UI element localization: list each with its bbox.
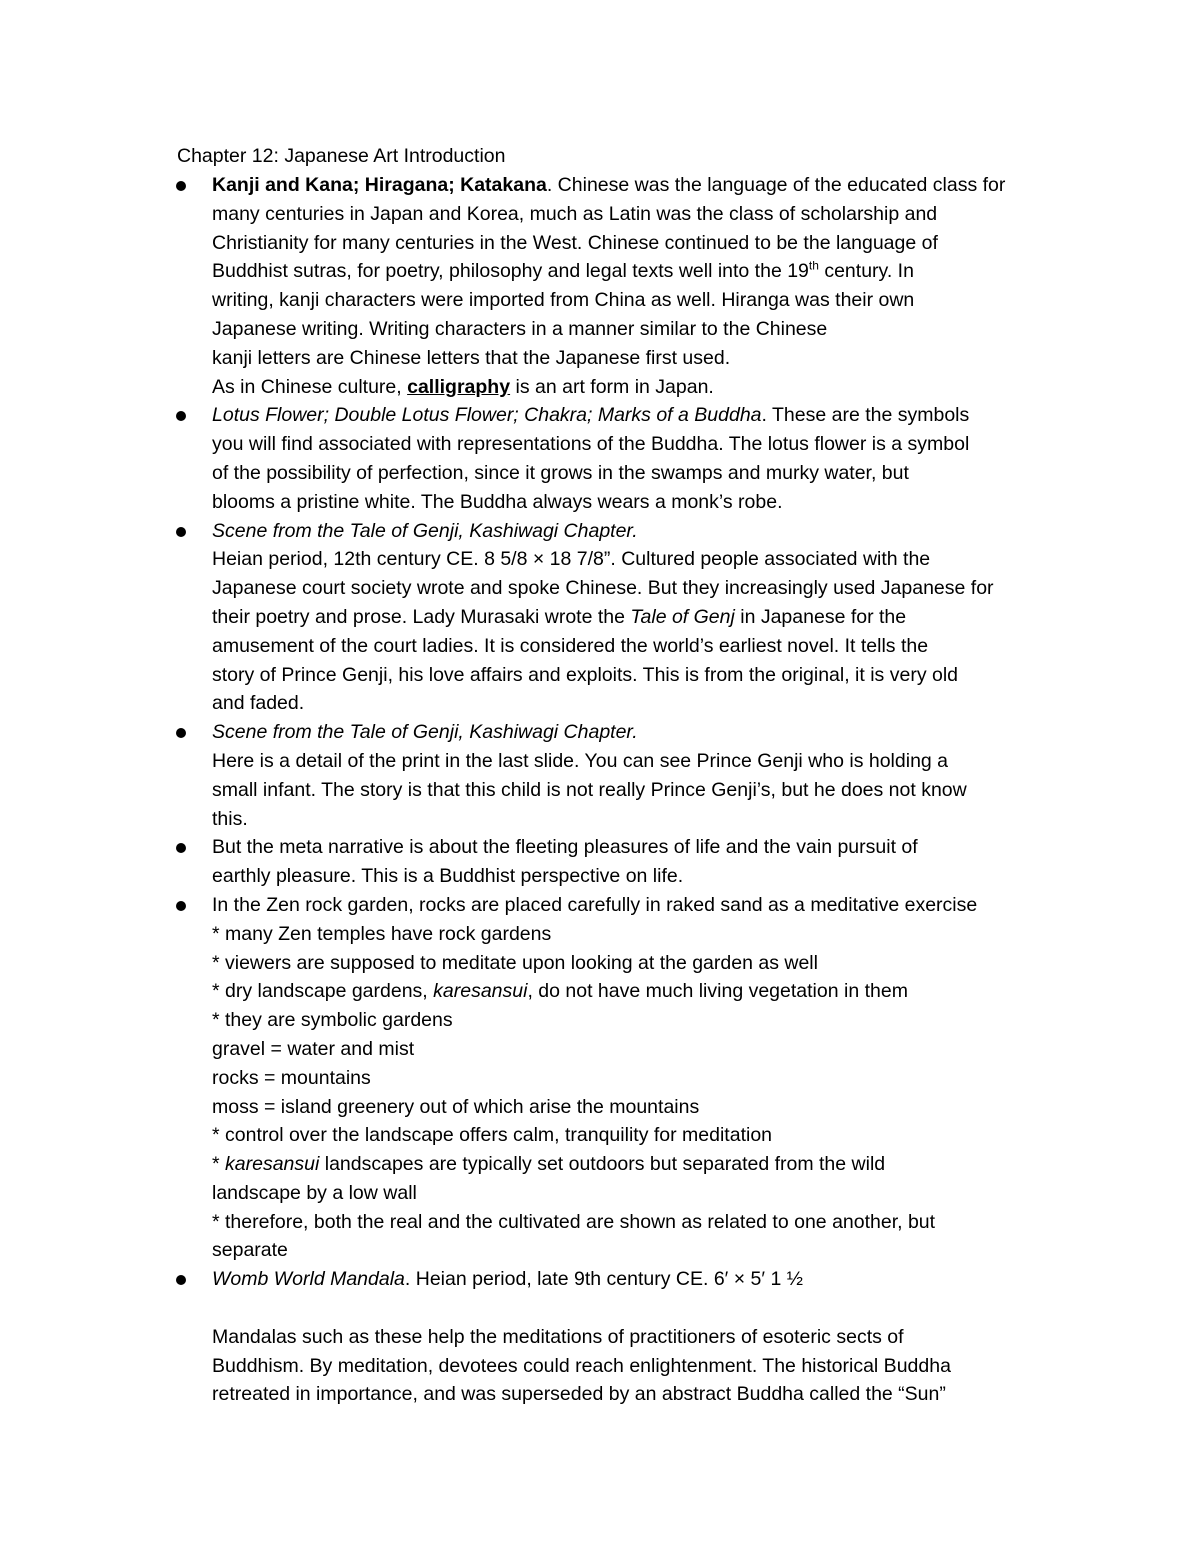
text-line [212,315,1200,344]
text-run: * dry landscape gardens, [212,980,434,1003]
text-run: . These are the symbols [761,404,970,427]
text-run: Lotus Flower; Double Lotus Flower; Chakra; Marks of a Buddha [212,404,762,427]
text-run: retreated in importance, and was superseded by an abstract Buddha called the “Sun” [212,1383,946,1406]
text-run: th [808,258,819,273]
text-run: Christianity for many centuries in the West. Chinese continued to be the language of [212,231,938,254]
text-line [212,747,1200,776]
text-line [212,574,1200,603]
text-line [212,488,1200,517]
text-line [212,200,1200,229]
text-run: As in Chinese culture, [212,375,408,398]
text-run: . Heian period, late 9th century CE. 6′ × 5′ 1 ½ [404,1268,803,1291]
bullet-list [0,171,1200,1409]
bullet-icon [176,181,186,191]
text-run: small infant. The story is that this child is not really Prince Genji’s, but he does not know [212,778,967,801]
text-run: Womb World Mandala [212,1268,405,1291]
text-line [212,776,1200,805]
text-run: * viewers are supposed to meditate upon looking at the garden as well [212,951,818,974]
text-line [212,459,1200,488]
text-line [212,545,1200,574]
text-run: earthly pleasure. This is a Buddhist perspective on life. [212,865,684,888]
bullet-icon [176,843,186,853]
text-run: is an art form in Japan. [510,375,714,398]
text-run: Scene from the Tale of Genji, Kashiwagi Chapter. [212,721,638,744]
text-run: Tale of Genj [630,605,735,628]
text-line [212,1035,1200,1064]
list-item [0,1265,1200,1409]
text-line [212,977,1200,1006]
bullet-icon [176,728,186,738]
list-item [0,401,1200,516]
text-line [212,661,1200,690]
text-line [212,805,1200,834]
text-run: gravel = water and mist [212,1037,415,1060]
text-line [212,949,1200,978]
text-run: separate [212,1239,288,1262]
text-line [212,1150,1200,1179]
bullet-icon [176,1275,186,1285]
text-run: calligraphy [407,375,511,398]
text-run: you will find associated with representations of the Buddha. The lotus flower is a symbol [212,433,970,456]
text-run: kanji letters are Chinese letters that the Japanese first used. [212,346,731,369]
text-line [212,171,1200,200]
text-line [212,862,1200,891]
text-run: Here is a detail of the print in the last slide. You can see Prince Genji who is holding a [212,749,949,772]
text-line [212,1179,1200,1208]
text-line [212,1236,1200,1265]
text-line [212,718,1200,747]
text-line [212,603,1200,632]
text-run: * [212,1153,226,1176]
text-run: * they are symbolic gardens [212,1009,453,1032]
text-run: moss = island greenery out of which arise the mountains [212,1095,700,1118]
text-run: this. [212,807,248,830]
text-line [212,373,1200,402]
text-run: Kanji and Kana; Hiragana; Katakana [212,174,547,196]
text-line [212,344,1200,373]
text-line [212,1093,1200,1122]
text-line [212,1208,1200,1237]
text-run: blooms a pristine white. The Buddha always wears a monk’s robe. [212,490,783,513]
text-run: * control over the landscape offers calm, tranquility for meditation [212,1124,773,1147]
text-run: Buddhism. By meditation, devotees could reach enlightenment. The historical Buddha [212,1354,951,1377]
text-line [212,430,1200,459]
text-run: karesansui [225,1153,320,1176]
text-line [212,1323,1200,1352]
page-title: Chapter 12: Japanese Art Introduction [177,145,506,167]
text-run: rocks = mountains [212,1066,371,1089]
list-item [0,171,1200,401]
blank-line [0,1294,1200,1323]
text-line [212,229,1200,258]
text-run: Japanese writing. Writing characters in a manner similar to the Chinese [212,317,828,340]
text-run: Mandalas such as these help the meditations of practitioners of esoteric sects of [212,1325,904,1348]
text-line [212,1265,1200,1294]
text-run: in Japanese for the [734,605,907,628]
text-run: Buddhist sutras, for poetry, philosophy and legal texts well into the 19 [212,260,809,283]
text-line [212,257,1200,286]
text-line [212,920,1200,949]
text-run: many centuries in Japan and Korea, much as Latin was the class of scholarship and [212,202,938,225]
text-line [212,891,1200,920]
text-run: story of Prince Genji, his love affairs and exploits. This is from the original, it is very old [212,663,959,686]
text-run: In the Zen rock garden, rocks are placed carefully in raked sand as a meditative exercise [212,893,978,916]
text-line [212,689,1200,718]
bullet-icon [176,527,186,537]
list-item [0,517,1200,719]
text-run: and faded. [212,692,305,715]
text-line [212,401,1200,430]
text-line [212,1121,1200,1150]
text-run: of the possibility of perfection, since it grows in the swamps and murky water, but [212,461,909,484]
text-run: amusement of the court ladies. It is considered the world’s earliest novel. It tells the [212,634,929,657]
text-line [212,1064,1200,1093]
bullet-icon [176,411,186,421]
text-line [212,1380,1200,1409]
text-run: karesansui [433,980,528,1003]
bullet-icon [176,901,186,911]
text-run: writing, kanji characters were imported from China as well. Hiranga was their own [212,289,915,312]
text-line [212,1006,1200,1035]
text-run: . Chinese was the language of the educated class for [546,174,1006,196]
text-line [212,517,1200,546]
text-run: * therefore, both the real and the cultivated are shown as related to one another, but [212,1210,936,1233]
text-line [212,833,1200,862]
text-line [212,632,1200,661]
text-run: Japanese court society wrote and spoke Chinese. But they increasingly used Japanese for [212,577,994,600]
text-line [212,286,1200,315]
list-item [0,891,1200,1265]
text-run: , do not have much living vegetation in them [527,980,908,1003]
text-run: landscapes are typically set outdoors but separated from the wild [319,1153,886,1176]
text-run: * many Zen temples have rock gardens [212,922,552,945]
list-item [0,718,1200,833]
list-item [0,833,1200,891]
text-run: But the meta narrative is about the fleeting pleasures of life and the vain pursuit of [212,836,918,859]
text-run: Scene from the Tale of Genji, Kashiwagi Chapter. [212,519,638,542]
text-run: landscape by a low wall [212,1181,417,1204]
text-run: Heian period, 12th century CE. 8 5/8 × 18 7/8”. Cultured people associated with the [212,548,931,571]
text-run: century. In [818,260,914,283]
text-run: their poetry and prose. Lady Murasaki wrote the [212,605,631,628]
text-line [212,1352,1200,1381]
